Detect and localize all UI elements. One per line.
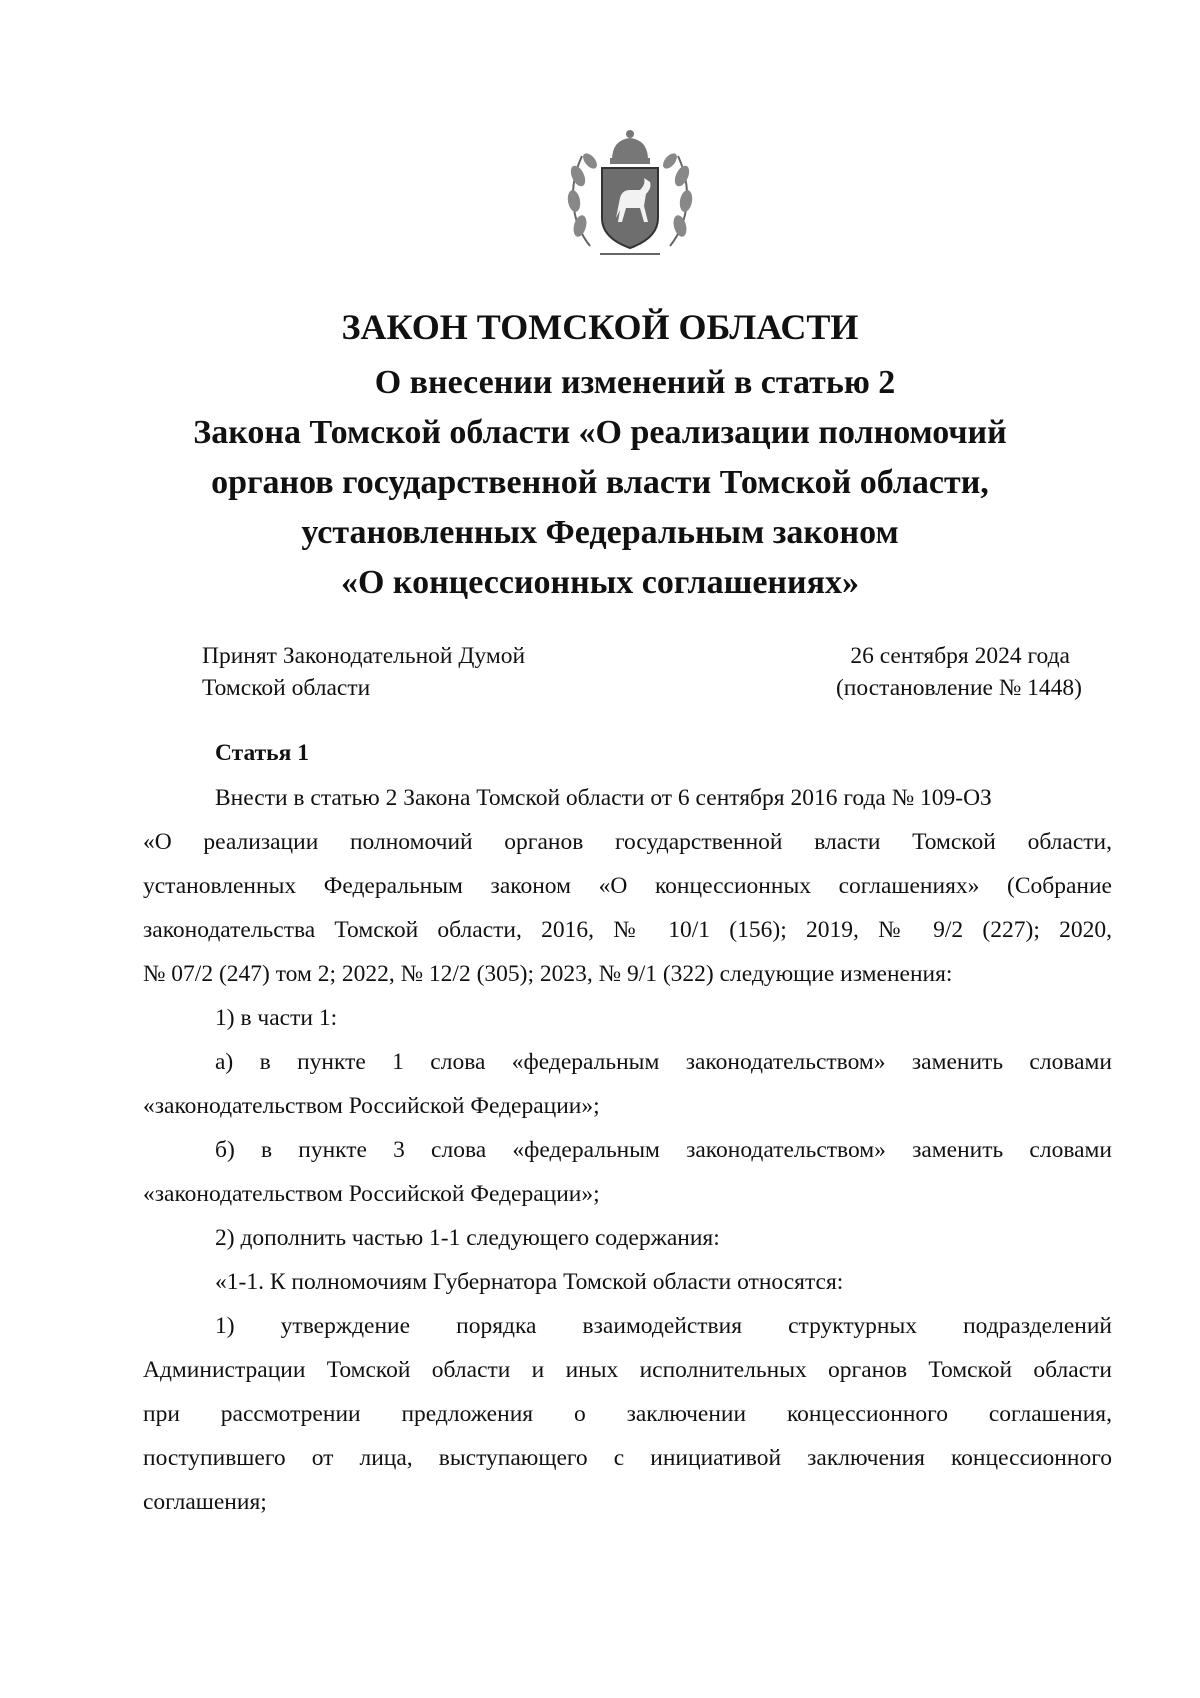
subtitle-line: установленных Федеральным законом: [301, 514, 899, 551]
text-line: «О реализации полномочий органов государственной власти Томской области,: [143, 829, 1112, 855]
text-line: 2) дополнить частью 1-1 следующего содержания:: [215, 1225, 720, 1251]
text-line: соглашения;: [143, 1489, 267, 1515]
text-line: при рассмотрении предложения о заключении концессионного соглашения,: [143, 1401, 1112, 1427]
text-line: «1-1. К полномочиям Губернатора Томской области относятся:: [215, 1269, 844, 1295]
adoption-date: 26 сентября 2024 года: [850, 643, 1070, 669]
text-line: Администрации Томской области и иных исполнительных органов Томской области: [143, 1357, 1112, 1383]
adopted-by-line: Принят Законодательной Думой: [202, 643, 526, 669]
text-line: законодательства Томской области, 2016, № 10/1 (156); 2019, № 9/2 (227); 2020,: [143, 917, 1112, 943]
resolution-number: (постановление № 1448): [835, 675, 1082, 701]
text-line: «законодательством Российской Федерации»;: [143, 1181, 600, 1207]
subtitle-line: «О концессионных соглашениях»: [340, 564, 860, 601]
text-line: Внести в статью 2 Закона Томской области от 6 сентября 2016 года № 109-ОЗ: [215, 785, 992, 811]
subtitle-line: Закона Томской области «О реализации полномочий: [193, 414, 1007, 451]
text-line: № 07/2 (247) том 2; 2022, № 12/2 (305); 2023, № 9/1 (322) следующие изменения:: [143, 961, 953, 987]
law-title: ЗАКОН ТОМСКОЙ ОБЛАСТИ: [341, 307, 859, 347]
law-subtitle: [130, 358, 1070, 608]
article-body: [143, 776, 1112, 1524]
text-line: «законодательством Российской Федерации»;: [143, 1093, 600, 1119]
adoption-date-block: [836, 640, 1082, 704]
coat-of-arms-icon: [560, 126, 700, 266]
text-line: установленных Федеральным законом «О концессионных соглашениях» (Собрание: [143, 873, 1112, 899]
article-heading: Статья 1: [215, 740, 309, 766]
text-line: а) в пункте 1 слова «федеральным законодательством» заменить словами: [215, 1049, 1112, 1075]
subtitle-line: О внесении изменений в статью 2: [374, 364, 896, 401]
subtitle-line: органов государственной власти Томской области,: [211, 464, 989, 501]
text-line: 1) в части 1:: [215, 1005, 338, 1031]
text-line: поступившего от лица, выступающего с инициативой заключения концессионного: [143, 1445, 1112, 1471]
text-line: б) в пункте 3 слова «федеральным законодательством» заменить словами: [215, 1137, 1112, 1163]
adopted-by: [202, 640, 525, 704]
adopted-by-line: Томской области: [202, 675, 371, 701]
text-line: 1) утверждение порядка взаимодействия структурных подразделений: [215, 1313, 1112, 1339]
